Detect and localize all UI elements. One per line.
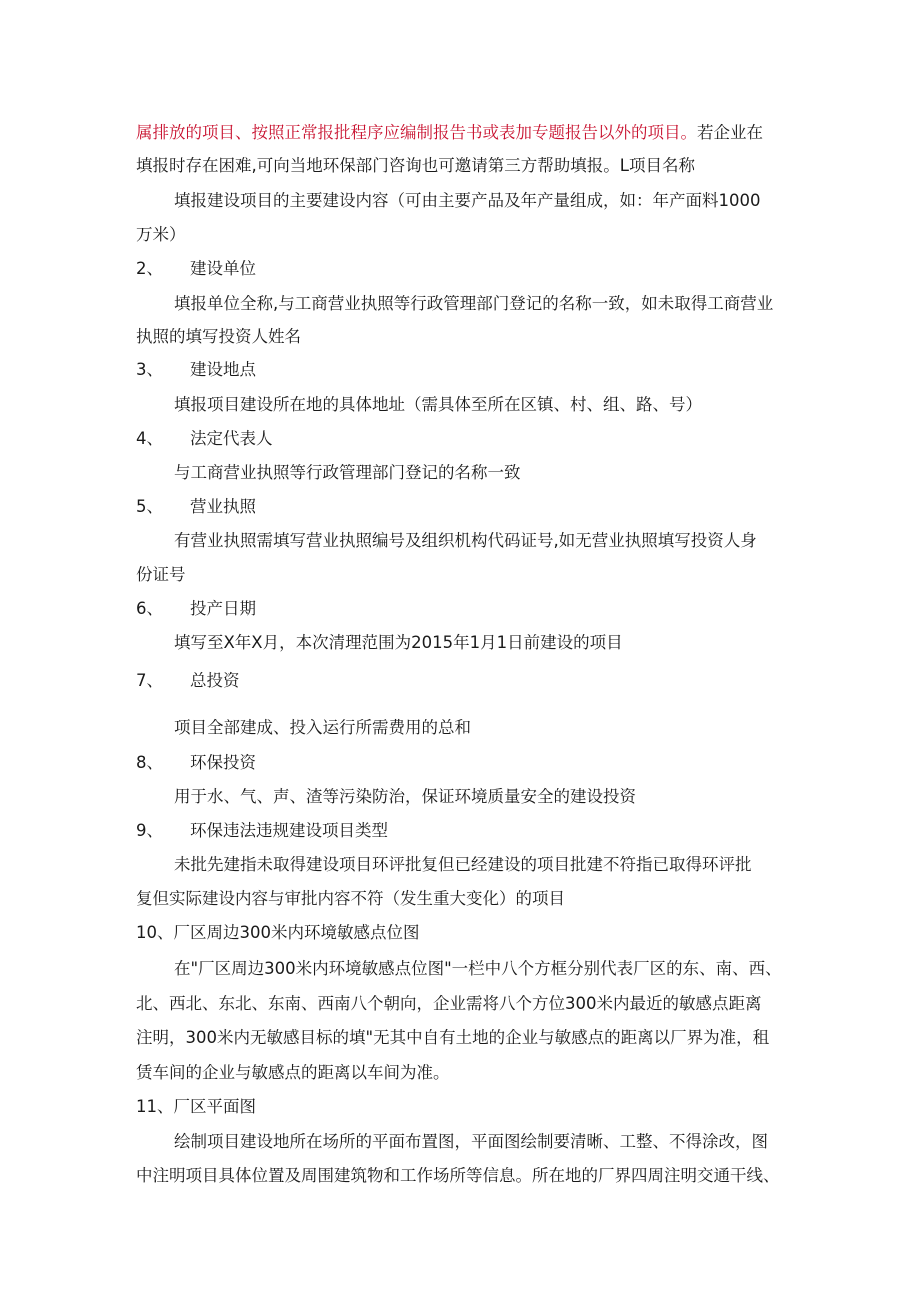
section-heading bbox=[136, 428, 273, 450]
section-number: 11、 bbox=[136, 1097, 174, 1116]
body-line: 注明，300米内无敏感目标的填"无其中自有土地的企业与敏感点的距离以厂界为准，租 bbox=[136, 1028, 770, 1047]
body-line: 填报项目建设所在地的具体地址（需具体至所在区镇、村、组、路、号） bbox=[174, 395, 702, 414]
section-title: 总投资 bbox=[190, 671, 240, 690]
body-line: 未批先建指未取得建设项目环评批复但已经建设的项目批建不符指已取得环评批 bbox=[174, 855, 752, 874]
body-line: 执照的填写投资人姓名 bbox=[136, 327, 301, 346]
section-number: 5、 bbox=[136, 497, 163, 516]
intro-text: 若企业在 bbox=[697, 123, 763, 142]
section-number: 9、 bbox=[136, 821, 163, 840]
section-number: 7、 bbox=[136, 671, 163, 690]
section-title: 厂区平面图 bbox=[173, 1097, 256, 1116]
body-line: 项目全部建成、投入运行所需费用的总和 bbox=[174, 718, 471, 737]
section-heading bbox=[136, 1096, 256, 1118]
section-title: 环保投资 bbox=[190, 753, 256, 772]
body-line: 份证号 bbox=[136, 565, 186, 584]
body-line: 填报单位全称,与工商营业执照等行政管理部门登记的名称一致，如未取得工商营业 bbox=[174, 294, 774, 313]
section-title: 投产日期 bbox=[190, 599, 256, 618]
section-heading bbox=[136, 258, 256, 280]
section-title: 环保违法违规建设项目类型 bbox=[190, 821, 388, 840]
section-number: 4、 bbox=[136, 429, 163, 448]
section-heading bbox=[136, 752, 256, 774]
body-line: 绘制项目建设地所在场所的平面布置图，平面图绘制要清晰、工整、不得涂改，图 bbox=[174, 1132, 768, 1151]
section-heading bbox=[136, 598, 256, 620]
body-line: 填写至X年X月，本次清理范围为2015年1月1日前建设的项目 bbox=[174, 633, 623, 652]
intro-line-2: 填报时存在困难,可向当地环保部门咨询也可邀请第三方帮助填报。L项目名称 bbox=[136, 156, 695, 175]
body-line: 在"厂区周边300米内环境敏感点位图"一栏中八个方框分别代表厂区的东、南、西、 bbox=[174, 959, 782, 978]
section-number: 3、 bbox=[136, 360, 163, 379]
section-heading bbox=[136, 922, 420, 944]
section-heading bbox=[136, 670, 240, 692]
body-line: 中注明项目具体位置及周围建筑物和工作场所等信息。所在地的厂界四周注明交通干线、 bbox=[136, 1166, 780, 1185]
section-number: 6、 bbox=[136, 599, 163, 618]
body-line: 与工商营业执照等行政管理部门登记的名称一致 bbox=[174, 463, 521, 482]
section-title: 建设单位 bbox=[190, 259, 256, 278]
section-title: 法定代表人 bbox=[190, 429, 273, 448]
section-title: 营业执照 bbox=[190, 497, 256, 516]
section-number: 10、 bbox=[136, 923, 174, 942]
body-line: 赁车间的企业与敏感点的距离以车间为准。 bbox=[136, 1063, 450, 1082]
intro-line-1 bbox=[136, 122, 763, 144]
section-heading bbox=[136, 359, 256, 381]
body-line: 用于水、气、声、渣等污染防治，保证环境质量安全的建设投资 bbox=[174, 787, 636, 806]
body-line: 有营业执照需填写营业执照编号及组织机构代码证号,如无营业执照填写投资人身 bbox=[174, 531, 757, 550]
body-line: 北、西北、东北、东南、西南八个朝向，企业需将八个方位300米内最近的敏感点距离 bbox=[136, 994, 762, 1013]
body-line: 填报建设项目的主要建设内容（可由主要产品及年产量组成，如：年产面料1000 bbox=[174, 191, 761, 210]
section-title: 厂区周边300米内环境敏感点位图 bbox=[173, 923, 420, 942]
intro-red-text: 属排放的项目、按照正常报批程序应编制报告书或表加专题报告以外的项目。 bbox=[136, 123, 697, 142]
section-heading bbox=[136, 820, 388, 842]
body-line: 万米） bbox=[136, 225, 186, 244]
section-heading bbox=[136, 496, 256, 518]
body-line: 复但实际建设内容与审批内容不符（发生重大变化）的项目 bbox=[136, 889, 565, 908]
section-title: 建设地点 bbox=[190, 360, 256, 379]
section-number: 8、 bbox=[136, 753, 163, 772]
section-number: 2、 bbox=[136, 259, 163, 278]
